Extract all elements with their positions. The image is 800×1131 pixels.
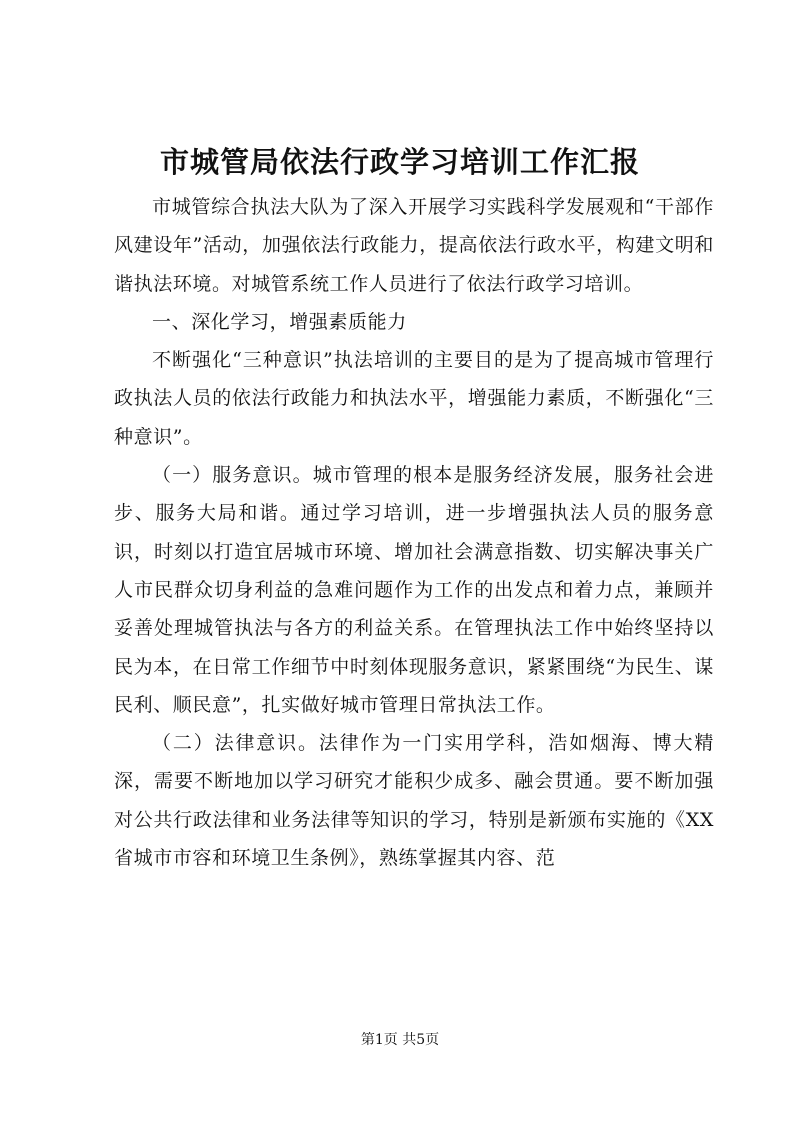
service-awareness-paragraph: （一）服务意识。城市管理的根本是服务经济发展，服务社会进步、服务大局和谐。通过学习培训，进一步增强执法人员的服务意识，时刻以打造宜居城市环境、增加社会满意指数、切实解决事关广人市民群众切身利益的急难问题作为工作的出发点和着力点，兼顾并妥善处理城管执法与各方的利益关系。在管理执法工作中始终坚持以民为本，在日常工作细节中时刻体现服务意识，紧紧围绕“为民生、谋民利、顺民意”，扎实做好城市管理日常执法工作。 bbox=[114, 464, 714, 716]
section-heading-1: 一、深化学习，增强素质能力 bbox=[152, 310, 407, 333]
page-number-footer: 第1页 共5页 bbox=[360, 1032, 440, 1048]
document-body bbox=[114, 188, 714, 877]
document-title: 市城管局依法行政学习培训工作汇报 bbox=[159, 145, 640, 179]
section-1-paragraph: 不断强化“三种意识”执法培训的主要目的是为了提高城市管理行政执法人员的依法行政能力和执法水平，增强能力素质，不断强化“三种意识”。 bbox=[114, 349, 714, 448]
intro-paragraph: 市城管综合执法大队为了深入开展学习实践科学发展观和“干部作风建设年”活动，加强依法行政能力，提高依法行政水平，构建文明和谐执法环境。对城管系统工作人员进行了依法行政学习培训。 bbox=[114, 196, 714, 295]
legal-awareness-paragraph: （二）法律意识。法律作为一门实用学科，浩如烟海、博大精深，需要不断地加以学习研究才能积少成多、融会贯通。要不断加强对公共行政法律和业务法律等知识的学习，特别是新颁布实施的《XX省城市市容和环境卫生条例》，熟练掌握其内容、范 bbox=[114, 732, 714, 870]
